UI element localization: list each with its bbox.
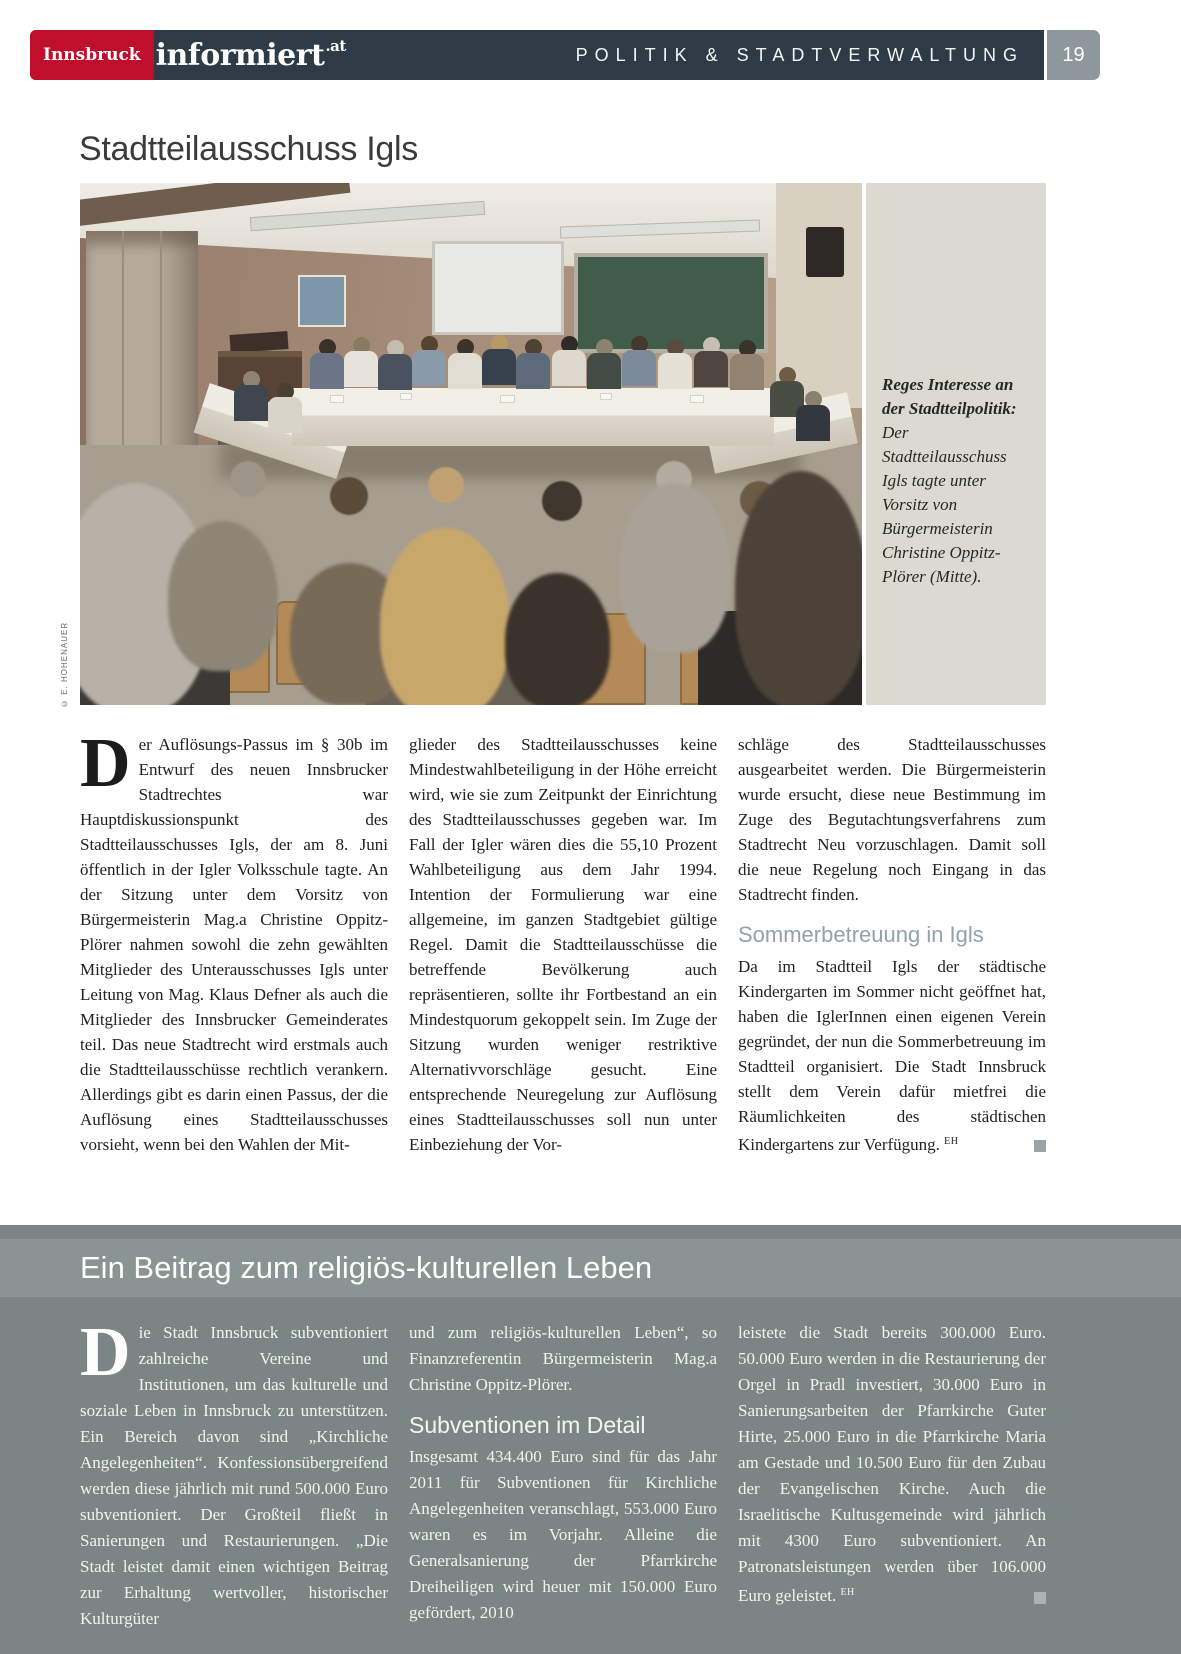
photo-paper (500, 395, 515, 403)
author-initials: EH (944, 1136, 959, 1147)
article2-col2-text: und zum religiös-kulturellen Leben“, so Finanzreferentin Bürgermeisterin Mag.a Christine Oppitz-Plörer. (409, 1323, 717, 1394)
subheading-subventionen: Subventionen im Detail (409, 1412, 646, 1438)
photo-person (585, 339, 623, 389)
page-number: 19 (1047, 30, 1100, 80)
photo-person (446, 339, 484, 389)
article1-col2-text: glieder des Stadtteilausschusses keine Mindestwahlbeteiligung in der Höhe erreicht wird, wie sie zum Zeitpunkt der Einrichtung des Stadtteilausschusses gegeben war. Im Fall der Igler wären dies die 55,10 Prozent Wahlbeteiligung aus dem Jahr 1994. Intention der Formulierung war eine allgemeine, im ganzen Stadtgebiet gültige Regel. Damit die Stadtteilausschüsse die betreffende Bevölkerung auch repräsentieren, sollte ihr Fortbestand an ein Mindestquorum gekoppelt sein. Im Zuge der Sitzung wurden weniger restriktive Alternativvorschläge gesucht. Eine entsprechende Neuregelung zur Auflösung eines Stadtteilausschusses soll nun unter Einbeziehung der Vor- (409, 735, 717, 1154)
logo-informiert: informiert$^{.at}$ (155, 37, 346, 73)
logo-at-suffix: .at (325, 37, 346, 55)
article2-column-1 (80, 1314, 388, 1632)
photo-paper (690, 395, 704, 403)
caption-text: Der Stadtteilausschuss Igls tagte unter Vorsitz von Bürgermeisterin Christine Oppitz-Plörer (Mitte). (882, 423, 1007, 586)
photo-audience-head (330, 477, 368, 515)
photo-person (308, 339, 346, 389)
photo-person (656, 339, 694, 389)
article1-column-2 (409, 732, 717, 1157)
photo-person (620, 336, 658, 386)
caption-lead: Reges Interesse an der Stadtteilpolitik: (882, 375, 1017, 418)
header-bar (30, 30, 1044, 80)
author-initials: EH (840, 1587, 855, 1598)
photo-credit: © E. HOHENAUER (60, 621, 69, 708)
photo-person (692, 337, 730, 387)
drop-cap: D (80, 725, 131, 802)
article1-col3-text: schläge des Stadtteilausschusses ausgearbeitet werden. Die Bürgermeisterin wurde ersucht, diese neue Bestimmung im Zuge des Begutachtungsverfahrens zum Stadtrecht Neu vorzuschlagen. Damit soll die neue Regelung noch Eingang in das Stadtrecht finden. (738, 735, 1046, 904)
photo-foreground-head (505, 573, 610, 705)
photo-paper (600, 393, 612, 400)
photo-people-layer (80, 183, 862, 705)
article2-column-3 (738, 1320, 1046, 1609)
photo-paper (400, 393, 412, 400)
photo-person (480, 335, 518, 385)
photo-foreground-head (620, 483, 730, 653)
article1-col1-text: er Auflösungs-Passus im § 30b im Entwurf des neuen Innsbrucker Stadtrechtes war Hauptdiskussionspunkt des Stadtteilausschusses Igls, der am 8. Juni öffentlich in der Igler Volksschule tagte. An der Sitzung unter dem Vorsitz von Bürgermeisterin Mag.a Christine Oppitz-Plörer nahmen sowohl die zehn gewählten Mitglieder des Unterausschusses Igls unter Leitung von Mag. Klaus Defner als auch die Mitglieder des Innsbrucker Gemeinderates teil. Das neue Stadtrecht wird erstmals auch die Stadtteilausschüsse rechtlich verankern. Allerdings gibt es darin einen Passus, der die Auflösung eines Stadtteilausschusses vorsieht, wenn bei den Wahlen der Mit- (80, 735, 388, 1154)
photo-audience-head (542, 481, 582, 521)
meeting-photo (80, 183, 862, 705)
photo-person (794, 391, 832, 441)
article2-column-2 (409, 1320, 717, 1626)
end-of-article-mark (1034, 1592, 1046, 1604)
article2-col1-text: ie Stadt Innsbruck subventioniert zahlreiche Vereine und Institutionen, um das kulturelle und soziale Leben in Innsbruck zu unterstützen. Ein Bereich davon sind „Kirchliche Angelegenheiten“. Konfessionsübergreifend werden diese jährlich mit rund 500.000 Euro subventioniert. Der Großteil fließt in Sanierungen und Restaurierungen. „Die Stadt leistet damit einen wichtigen Beitrag zur Erhaltung wertvoller, historischer Kulturgüter (80, 1323, 388, 1628)
photo-person (376, 340, 414, 390)
photo-person (342, 337, 380, 387)
section-title-band (0, 1239, 1181, 1297)
photo-person (232, 371, 270, 421)
article2-col3-text: leistete die Stadt bereits 300.000 Euro. 50.000 Euro werden in die Restaurierung der Orgel in Pradl investiert, 30.000 Euro in Sanierungsarbeiten der Pfarrkirche Guter Hirte, 25.000 Euro in die Pfarrkirche Maria am Gestade und 10.500 Euro für den Zubau der Evangelischen Kirche. Auch die Israelitische Kultusgemeinde wird jährlich mit 4300 Euro subventioniert. An Patronatsleistungen werden über 106.000 Euro geleistet. (738, 1323, 1046, 1605)
article1-column-3 (738, 732, 1046, 1157)
gray-article-section (0, 1225, 1181, 1654)
photo-person (550, 336, 588, 386)
article2-title: Ein Beitrag zum religiös-kulturellen Leben (80, 1250, 653, 1285)
photo-person (266, 383, 304, 433)
photo-foreground-head (380, 528, 510, 705)
photo-audience-head (230, 461, 266, 497)
article1-column-1 (80, 725, 388, 1157)
photo-foreground-head (735, 471, 862, 705)
photo-caption (866, 183, 1046, 705)
drop-cap: D (80, 1314, 131, 1391)
photo-person (728, 340, 766, 390)
article1-col3-text2: Da im Stadtteil Igls der städtische Kindergarten im Sommer nicht geöffnet hat, haben die IglerInnen einen eigenen Verein gegründet, der nun die Sommerbetreuung im Stadtteil organisiert. Die Stadt Innsbruck stellt dem Verein dafür mietfrei die Räumlichkeiten des städtischen Kindergartens zur Verfügung. (738, 957, 1046, 1154)
photo-audience-head (428, 467, 464, 503)
subheading-sommerbetreuung: Sommerbetreuung in Igls (738, 922, 984, 947)
photo-foreground-head (168, 521, 278, 671)
article2-col2-text2: Insgesamt 434.400 Euro sind für das Jahr 2011 für Subventionen für Kirchliche Angelegenheiten veranschlagt, 553.000 Euro waren es im Vorjahr. Alleine die Generalsanierung der Pfarrkirche Dreiheiligen wird heuer mit 150.000 Euro gefördert, 2010 (409, 1447, 717, 1622)
photo-person (410, 336, 448, 386)
article-title: Stadtteilausschuss Igls (79, 130, 418, 168)
end-of-article-mark (1034, 1140, 1046, 1152)
photo-paper (330, 395, 344, 403)
section-label: POLITIK & STADTVERWALTUNG (575, 45, 1024, 65)
magazine-logo (30, 30, 154, 80)
photo-person (514, 339, 552, 389)
logo-innsbruck: Innsbruck (43, 45, 141, 65)
